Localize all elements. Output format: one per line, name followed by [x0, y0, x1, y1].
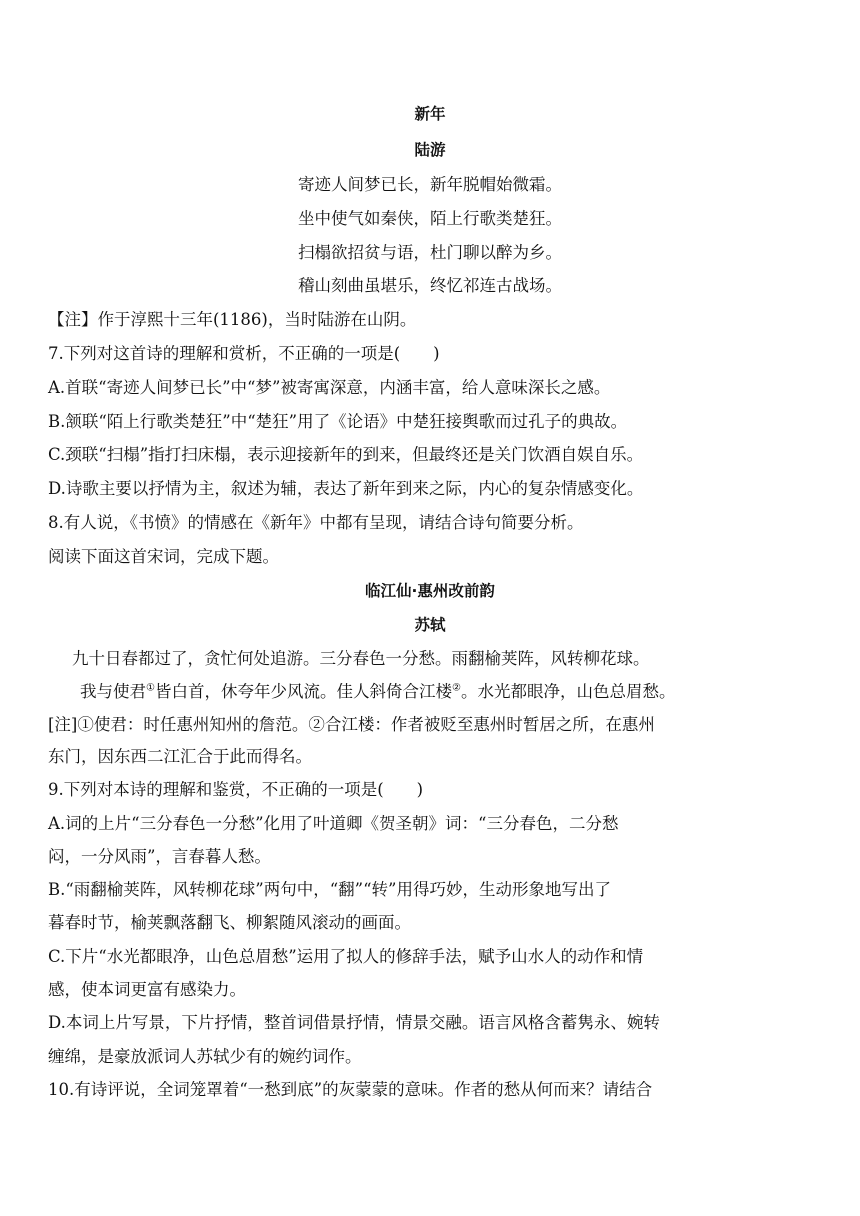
q9-option-d-line-2: 缠绵，是豪放派词人苏轼少有的婉约词作。 [48, 1047, 362, 1066]
reading-intro: 阅读下面这首宋词，完成下题。 [48, 547, 279, 566]
poem1-note: 【注】作于淳熙十三年(1186)，当时陆游在山阴。 [48, 310, 417, 329]
q9-option-a-line-2: 闷，一分风雨”，言春暮人愁。 [48, 847, 271, 866]
poem1-title: 新年 [414, 105, 446, 123]
poem2-author: 苏轼 [414, 616, 446, 634]
q7-option-d: D.诗歌主要以抒情为主，叙述为辅，表达了新年到来之际，内心的复杂情感变化。 [48, 479, 644, 498]
poem2-line-2-part-a: 我与使君 [80, 682, 146, 701]
footnote-marker-1: ① [146, 682, 155, 694]
q7-option-b: B.颔联“陌上行歌类楚狂”中“楚狂”用了《论语》中楚狂接舆歌而过孔子的典故。 [48, 412, 628, 431]
poem2-line-1: 九十日春都过了，贪忙何处追游。三分春色一分愁。雨翻榆荚阵，风转柳花球。 [72, 649, 650, 668]
poem1-line-3: 扫榻欲招贫与语，杜门聊以醉为乡。 [298, 243, 562, 262]
q8-stem: 8.有人说，《书愤》的情感在《新年》中都有呈现，请结合诗句简要分析。 [48, 513, 584, 532]
q9-option-d-line-1: D.本词上片写景，下片抒情，整首词借景抒情，情景交融。语言风格含蓄隽永、婉转 [48, 1013, 660, 1032]
poem1-author: 陆游 [414, 141, 446, 159]
q7-option-c: C.颈联“扫榻”指打扫床榻，表示迎接新年的到来，但最终还是关门饮酒自娱自乐。 [48, 445, 644, 464]
poem2-title: 临江仙·惠州改前韵 [365, 582, 495, 600]
q9-option-c-line-1: C.下片“水光都眼净，山色总眉愁”运用了拟人的修辞手法，赋予山水人的动作和情 [48, 947, 644, 966]
q10-stem: 10.有诗评说，全词笼罩着“一愁到底”的灰蒙蒙的意味。作者的愁从何而来？请结合 [48, 1080, 653, 1099]
q9-option-b-line-2: 暮春时节，榆荚飘落翻飞、柳絮随风滚动的画面。 [48, 913, 411, 932]
poem1-line-2: 坐中使气如秦侠，陌上行歌类楚狂。 [298, 209, 562, 228]
q9-option-c-line-2: 感，使本词更富有感染力。 [48, 980, 246, 999]
footnote-marker-2: ② [451, 682, 461, 694]
q7-option-a: A.首联“寄迹人间梦已长”中“梦”被寄寓深意，内涵丰富，给人意味深长之感。 [48, 378, 611, 397]
poem2-line-2 [80, 681, 675, 703]
poem1-line-4: 稽山刻曲虽堪乐，终忆祁连古战场。 [298, 276, 562, 295]
poem2-note-line-1: [注]①使君：时任惠州知州的詹范。②合江楼：作者被贬至惠州时暂居之所，在惠州 [48, 715, 655, 734]
q9-option-b-line-1: B.“雨翻榆荚阵，风转柳花球”两句中，“翻”“转”用得巧妙，生动形象地写出了 [48, 880, 611, 899]
q9-option-a-line-1: A.词的上片“三分春色一分愁”化用了叶道卿《贺圣朝》词：“三分春色，二分愁 [48, 814, 619, 833]
poem1-line-1: 寄迹人间梦已长，新年脱帽始微霜。 [298, 175, 562, 194]
poem2-line-2-part-c: 。水光都眼净，山色总眉愁。 [460, 682, 676, 701]
q7-stem: 7.下列对这首诗的理解和赏析，不正确的一项是( ) [48, 344, 440, 363]
q9-stem: 9.下列对本诗的理解和鉴赏，不正确的一项是( ) [48, 780, 424, 799]
poem2-note-line-2: 东门，因东西二江汇合于此而得名。 [48, 747, 312, 766]
poem2-line-2-part-b: 皆白首，休夸年少风流。佳人斜倚合江楼 [154, 682, 452, 701]
